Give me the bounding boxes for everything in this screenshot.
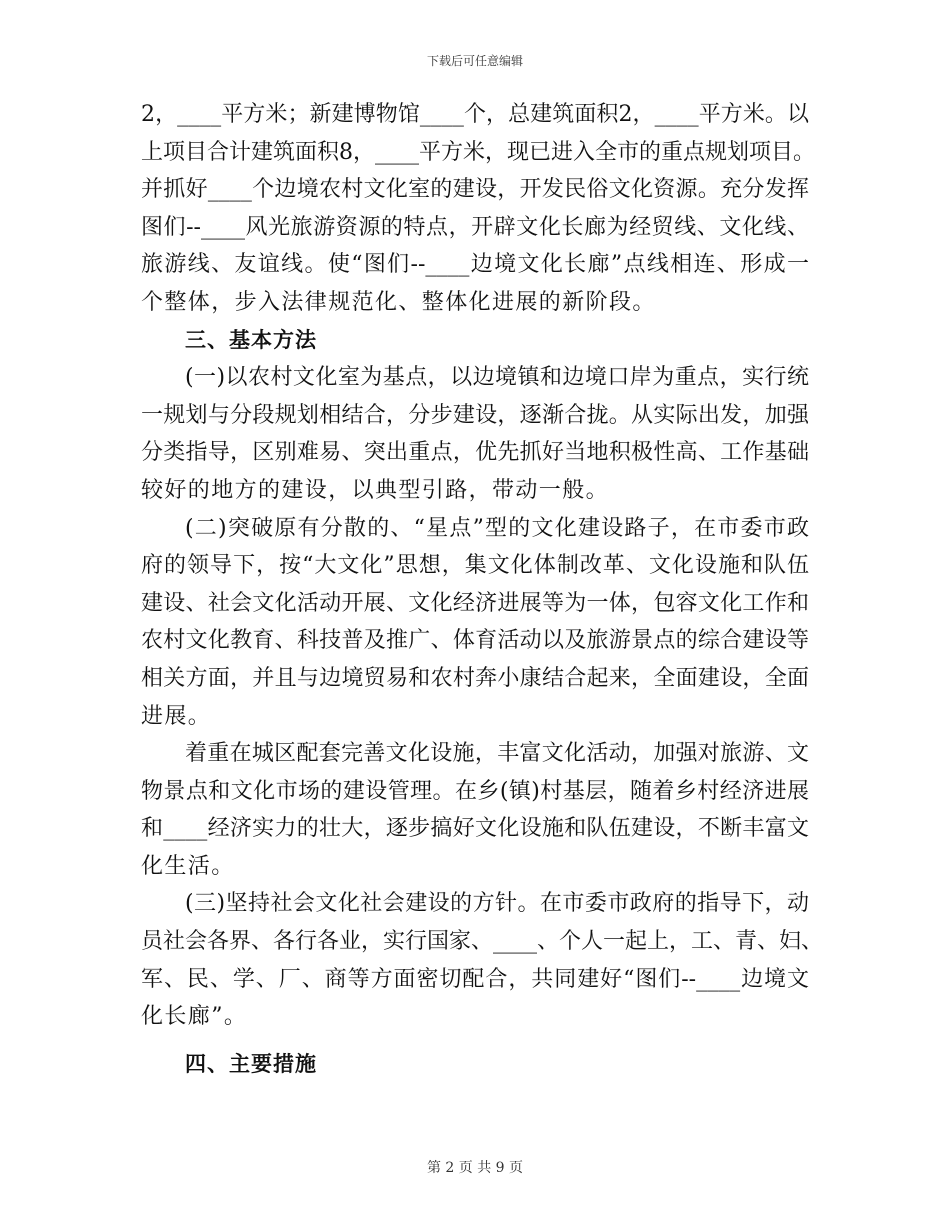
text-line: 建设、社会文化活动开展、文化经济进展等为一体，包容文化工作和 [141,590,809,616]
text-line: 较好的地方的建设，以典型引路，带动一般。 [141,477,610,503]
document-body [141,96,824,1083]
section-heading-main-measures: 四、主要措施 [185,1051,317,1076]
text-line: (三)坚持社会文化社会建设的方针。在市委市政府的指导下，动 [185,891,809,917]
text-line: 图们--____风光旅游资源的特点，开辟文化长廊为经贸线、文化线、 [141,214,809,240]
text-line: 2，____平方米；新建博物馆____个，总建筑面积2，____平方米。以 [141,102,809,127]
text-line: 进展。 [141,703,212,729]
text-line: 分类指导，区别难易、突出重点，优先抓好当地积极性高、工作基础 [141,440,809,466]
text-line: 农村文化教育、科技普及推广、体育活动以及旅游景点的综合建设等 [141,628,809,654]
text-line: 并抓好____个边境农村文化室的建设，开发民俗文化资源。充分发挥 [141,177,809,203]
text-line: 军、民、学、厂、商等方面密切配合，共同建好“图们--____边境文 [141,966,809,992]
page-header: 下载后可任意编辑 [426,54,523,68]
text-line: 着重在城区配套完善文化设施，丰富文化活动，加强对旅游、文 [185,741,809,767]
text-line: (二)突破原有分散的、“星点”型的文化建设路子，在市委市政 [185,515,809,541]
text-line: 化长廊”。 [141,1004,248,1030]
paragraph-intro [141,96,815,322]
text-line: 员社会各界、各行各业，实行国家、____、个人一起上，工、青、妇、 [141,929,824,955]
text-line: 相关方面，并且与边境贸易和农村奔小康结合起来，全面建设，全面 [141,665,809,691]
paragraph-method-three [141,885,824,1035]
paragraph-method-two [141,510,809,736]
text-line: 个整体，步入法律规范化、整体化进展的新阶段。 [141,289,656,315]
page-footer: 第 2 页 共 9 页 [426,1160,524,1176]
text-line: 和____经济实力的壮大，逐步搞好文化设施和队伍建设，不断丰富文 [141,816,809,842]
text-line: 物景点和文化市场的建设管理。在乡(镇)村基层，随着乡村经济进展 [141,778,809,804]
text-line: 府的领导下，按“大文化”思想，集文化体制改革、文化设施和队伍 [141,553,809,579]
section-heading-basic-methods: 三、基本方法 [185,327,317,352]
paragraph-method-one [141,359,809,509]
text-line: 上项目合计建筑面积8，____平方米，现已进入全市的重点规划项目。 [141,139,815,165]
text-line: (一)以农村文化室为基点，以边境镇和边境口岸为重点，实行统 [185,365,809,391]
text-line: 一规划与分段规划相结合，分步建设，逐渐合拢。从实际出发，加强 [141,402,809,428]
paragraph-focus [141,735,809,885]
text-line: 旅游线、友谊线。使“图们--____边境文化长廊”点线相连、形成一 [141,252,809,278]
text-line: 化生活。 [141,853,235,879]
